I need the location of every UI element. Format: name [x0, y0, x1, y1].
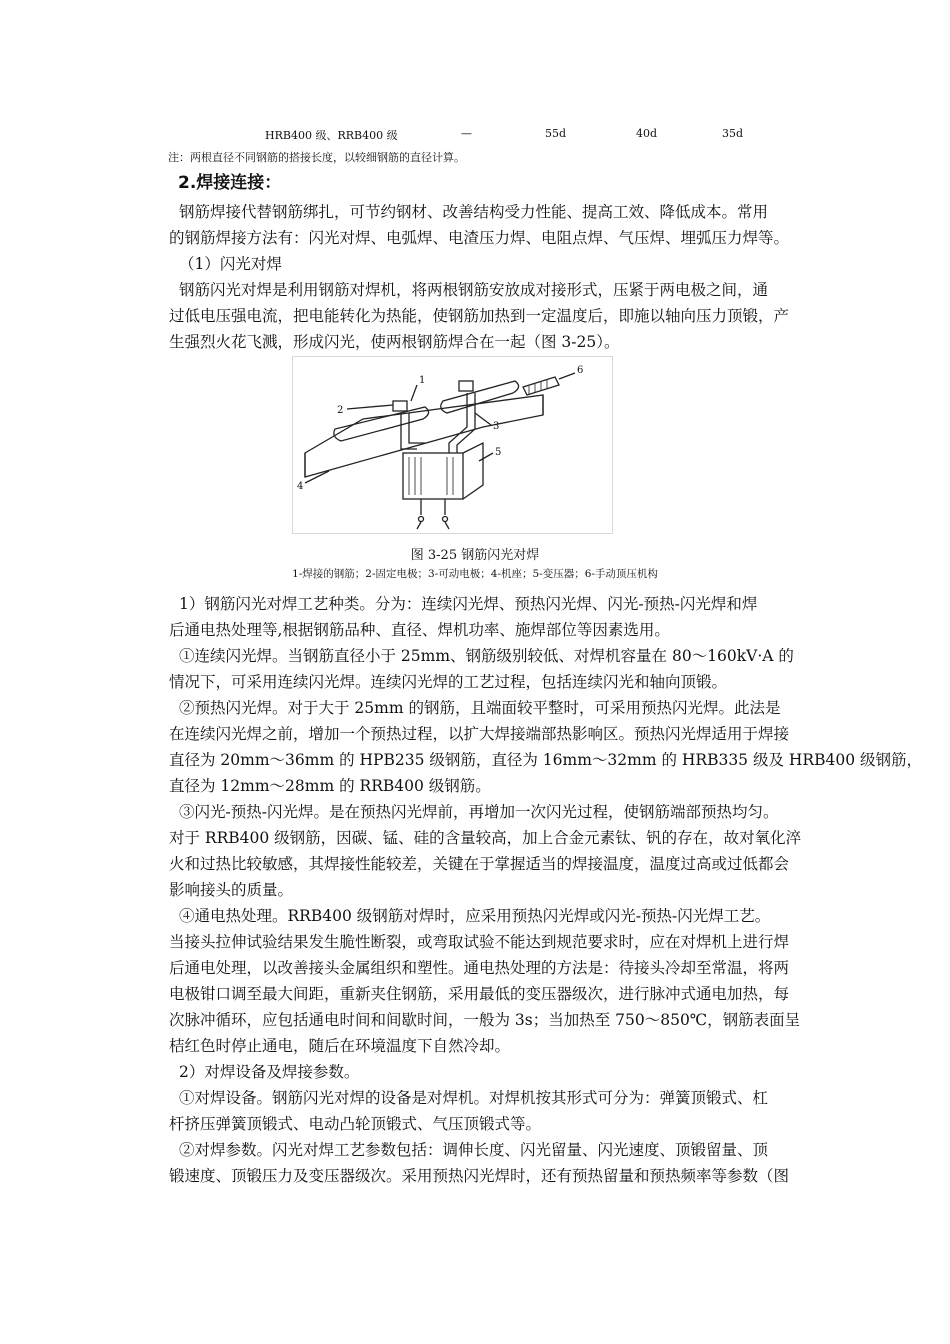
- text-line: ③闪光-预热-闪光焊。是在预热闪光焊前，再增加一次闪光过程，使钢筋端部预热均匀。: [179, 803, 779, 821]
- movable-electrode: [459, 381, 473, 391]
- text-line: 锻速度、顶锻压力及变压器级次。采用预热闪光焊时，还有预热留量和预热频率等参数（图: [169, 1167, 790, 1185]
- text-line: 对于 RRB400 级钢筋，因碳、锰、硅的含量较高，加上合金元素钛、钒的存在，故对氧化淬: [169, 829, 802, 847]
- figure-label-6: 6: [577, 365, 584, 376]
- text-line: ①对焊设备。钢筋闪光对焊的设备是对焊机。对焊机按其形式可分为：弹簧顶锻式、杠: [179, 1089, 769, 1107]
- text-line: 2）对焊设备及焊接参数。: [179, 1063, 360, 1081]
- text-line: 直径为 20mm～36mm 的 HPB235 级钢筋，直径为 16mm～32mm 的 HRB335 级及 HRB400 级钢筋，: [169, 751, 922, 769]
- text-line: 次脉冲循环，应包括通电时间和间歇时间，一般为 3s；当加热至 750～850℃，钢筋表面呈: [169, 1011, 801, 1029]
- table-cell-grade: HRB400 级、RRB400 级: [265, 129, 398, 142]
- flash-welding-diagram: [293, 357, 612, 533]
- table-note: 注：两根直径不同钢筋的搭接长度，以较细钢筋的直径计算。: [168, 151, 465, 164]
- text-line: 后通电处理，以改善接头金属组织和塑性。通电热处理的方法是：待接头冷却至常温，将两: [169, 959, 790, 977]
- table-cell-1: —: [461, 127, 472, 140]
- text-line: 电极钳口调至最大间距，重新夹住钢筋，采用最低的变压器级次，进行脉冲式通电加热，每: [169, 985, 790, 1003]
- text-line: 的钢筋焊接方法有：闪光对焊、电弧焊、电渣压力焊、电阻点焊、气压焊、埋弧压力焊等。: [169, 229, 790, 247]
- text-line: 影响接头的质量。: [169, 881, 294, 899]
- figure-label-5: 5: [495, 447, 502, 458]
- text-line: 钢筋焊接代替钢筋绑扎，可节约钢材、改善结构受力性能、提高工效、降低成本。常用: [179, 203, 769, 221]
- figure-caption: 图 3-25 钢筋闪光对焊: [410, 548, 540, 563]
- text-line: 过低电压强电流，把电能转化为热能，使钢筋加热到一定温度后，即施以轴向压力顶锻，产: [169, 307, 790, 325]
- transformer: [403, 453, 463, 499]
- text-line: 杆挤压弹簧顶锻式、电动凸轮顶锻式、气压顶锻式等。: [169, 1115, 542, 1133]
- text-line: 直径为 12mm～28mm 的 RRB400 级钢筋。: [169, 777, 491, 795]
- text-line: 在连续闪光焊之前，增加一个预热过程，以扩大焊接端部热影响区。预热闪光焊适用于焊接: [169, 725, 790, 743]
- text-line: 生强烈火花飞溅，形成闪光，使两根钢筋焊合在一起（图 3-25）。: [169, 333, 620, 351]
- text-line: 情况下，可采用连续闪光焊。连续闪光焊的工艺过程，包括连续闪光和轴向顶锻。: [169, 673, 728, 691]
- text-line: ②对焊参数。闪光对焊工艺参数包括：调伸长度、闪光留量、闪光速度、顶锻留量、顶: [179, 1141, 769, 1159]
- text-line: 后通电热处理等,根据钢筋品种、直径、焊机功率、施焊部位等因素选用。: [169, 621, 670, 639]
- flash-welding-figure: [292, 356, 613, 534]
- rebar-right: [441, 381, 519, 413]
- text-line: ①连续闪光焊。当钢筋直径小于 25mm、钢筋级别较低、对焊机容量在 80～160kV·A 的: [179, 647, 794, 665]
- figure-label-2: 2: [337, 405, 344, 416]
- intro-paragraph: [169, 199, 809, 355]
- figure-label-4: 4: [297, 481, 304, 492]
- text-line: ②预热闪光焊。对于大于 25mm 的钢筋，且端面较平整时，可采用预热闪光焊。此法是: [179, 699, 781, 717]
- text-line: 当接头拉伸试验结果发生脆性断裂，或弯取试验不能达到规范要求时，应在对焊机上进行焊: [169, 933, 790, 951]
- table-cell-2: 55d: [545, 127, 567, 140]
- text-line: 钢筋闪光对焊是利用钢筋对焊机，将两根钢筋安放成对接形式，压紧于两电极之间，通: [179, 281, 769, 299]
- text-line: ④通电热处理。RRB400 级钢筋对焊时，应采用预热闪光焊或闪光-预热-闪光焊工艺。: [179, 907, 771, 925]
- figure-label-3: 3: [493, 421, 500, 432]
- table-cell-4: 35d: [722, 127, 744, 140]
- body-text: [169, 591, 922, 1189]
- table-cell-3: 40d: [636, 127, 658, 140]
- sub-heading: （1）闪光对焊: [179, 255, 282, 273]
- figure-label-1: 1: [419, 375, 426, 386]
- text-line: 桔红色时停止通电，随后在环境温度下自然冷却。: [169, 1037, 511, 1055]
- text-line: 1）钢筋闪光对焊工艺种类。分为：连续闪光焊、预热闪光焊、闪光-预热-闪光焊和焊: [179, 595, 758, 613]
- figure-legend: 1-焊接的钢筋；2-固定电极；3-可动电极；4-机座；5-变压器；6-手动顶压机构: [292, 568, 658, 580]
- fixed-electrode: [393, 401, 407, 411]
- section-heading: 2.焊接连接：: [178, 173, 282, 193]
- text-line: 火和过热比较敏感，其焊接性能较差，关键在于掌握适当的焊接温度，温度过高或过低都会: [169, 855, 790, 873]
